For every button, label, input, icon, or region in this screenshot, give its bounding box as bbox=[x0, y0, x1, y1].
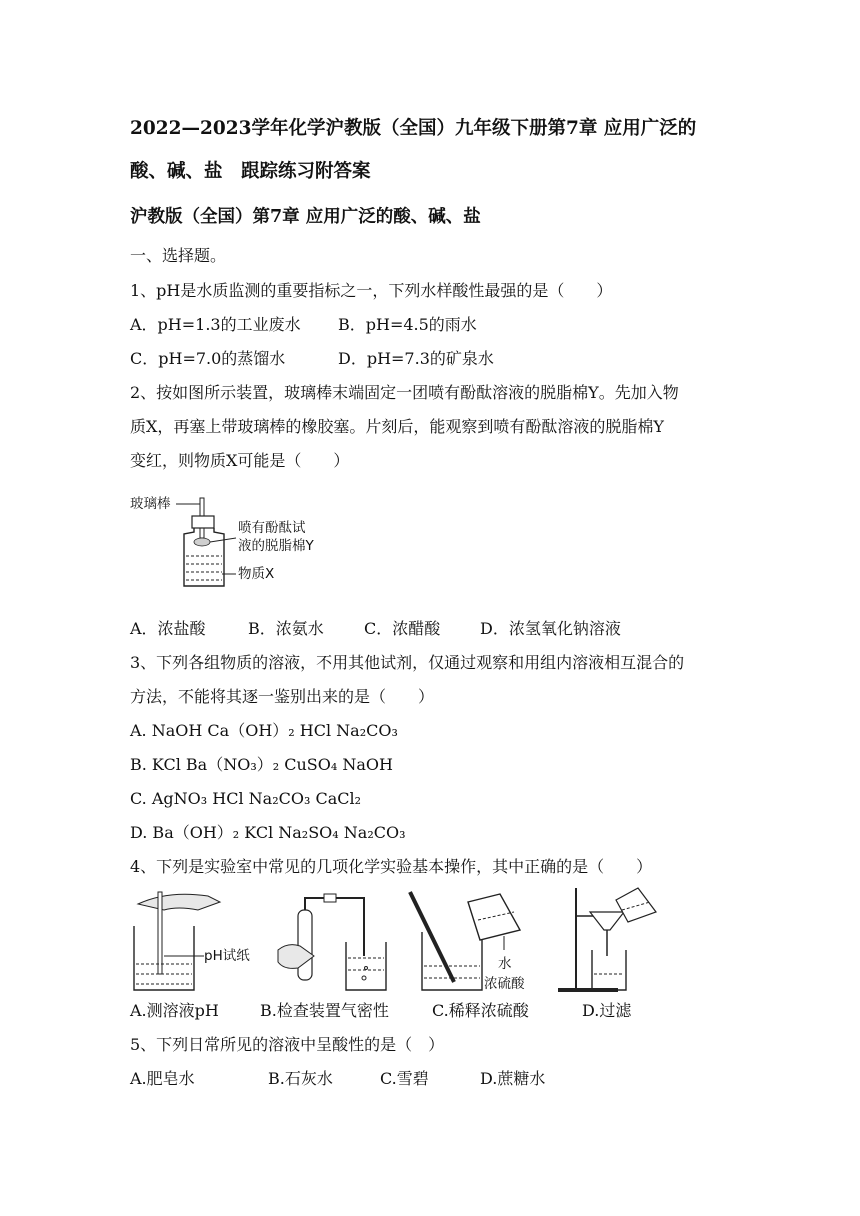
doc-subtitle: 沪教版（全国）第7章 应用广泛的酸、碱、盐 bbox=[130, 207, 481, 227]
q4-option-c: C.稀释浓硫酸 bbox=[432, 1001, 529, 1020]
fig-x-label: 物质X bbox=[238, 566, 275, 582]
fig-cotton-label-2: 液的脱脂棉Y bbox=[238, 538, 314, 554]
doc-title-line2: 酸、碱、盐 跟踪练习附答案 bbox=[130, 161, 371, 182]
figure-a-ph-test bbox=[134, 892, 250, 990]
pouring-beaker bbox=[616, 888, 656, 922]
q1-stem: 1、pH是水质监测的重要指标之一，下列水样酸性最强的是（ ） bbox=[130, 281, 613, 300]
q2-stem-line1: 2、按如图所示装置，玻璃棒末端固定一团喷有酚酞溶液的脱脂棉Y。先加入物 bbox=[130, 383, 679, 402]
glass-rod bbox=[158, 892, 162, 974]
q3-option-a: A. NaOH Ca（OH）₂ HCl Na₂CO₃ bbox=[130, 721, 398, 740]
q3-stem-line1: 3、下列各组物质的溶液，不用其他试剂，仅通过观察和用组内溶液相互混合的 bbox=[130, 653, 685, 672]
beaker bbox=[134, 926, 194, 990]
test-tube bbox=[298, 910, 312, 980]
q5-option-b: B.石灰水 bbox=[268, 1069, 333, 1088]
q5-option-a: A.肥皂水 bbox=[130, 1069, 195, 1088]
glass-rod bbox=[410, 892, 454, 982]
q2-apparatus-figure bbox=[128, 494, 368, 594]
fig-ph-paper-label: pH试纸 bbox=[204, 948, 250, 964]
q2-option-a: A．浓盐酸 bbox=[130, 619, 206, 638]
pouring-beaker bbox=[468, 894, 520, 940]
figure-d-filtration bbox=[558, 888, 656, 992]
cotton-ball bbox=[194, 538, 210, 546]
receiving-beaker bbox=[592, 950, 626, 990]
q5-option-d: D.蔗糖水 bbox=[480, 1069, 546, 1088]
q3-stem-line2: 方法，不能将其逐一鉴别出来的是（ ） bbox=[130, 687, 435, 706]
q1-option-b: B．pH=4.5的雨水 bbox=[338, 315, 477, 334]
q2-option-c: C．浓醋酸 bbox=[364, 619, 441, 638]
delivery-tube bbox=[305, 898, 364, 956]
fig-water-label: 水 bbox=[498, 956, 512, 972]
q4-option-d: D.过滤 bbox=[582, 1001, 632, 1020]
tube-connector bbox=[324, 894, 336, 902]
q3-option-b: B. KCl Ba（NO₃）₂ CuSO₄ NaOH bbox=[130, 755, 393, 774]
q2-option-b: B．浓氨水 bbox=[248, 619, 324, 638]
q5-option-c: C.雪碧 bbox=[380, 1069, 429, 1088]
q5-stem: 5、下列日常所见的溶液中呈酸性的是（ ） bbox=[130, 1035, 445, 1054]
q3-option-d: D. Ba（OH）₂ KCl Na₂SO₄ Na₂CO₃ bbox=[130, 823, 406, 842]
rubber-stopper bbox=[192, 516, 214, 528]
funnel bbox=[590, 912, 624, 930]
section-heading: 一、选择题。 bbox=[130, 246, 227, 265]
q4-option-b: B.检查装置气密性 bbox=[260, 1001, 389, 1020]
bubble bbox=[365, 967, 368, 970]
figure-b-airtight-check bbox=[278, 894, 386, 990]
q3-option-c: C. AgNO₃ HCl Na₂CO₃ CaCl₂ bbox=[130, 789, 362, 808]
doc-title-line1: 2022—2023学年化学沪教版（全国）九年级下册第7章 应用广泛的 bbox=[130, 118, 697, 139]
figure-c-dilution bbox=[410, 892, 525, 992]
fig-acid-label: 浓硫酸 bbox=[484, 976, 525, 992]
fig-rod-label: 玻璃棒 bbox=[130, 496, 171, 512]
hand-icon bbox=[138, 894, 220, 910]
q4-stem: 4、下列是实验室中常见的几项化学实验基本操作，其中正确的是（ ） bbox=[130, 857, 653, 876]
cotton-leader-line bbox=[210, 538, 236, 542]
q1-option-d: D．pH=7.3的矿泉水 bbox=[338, 349, 494, 368]
q1-option-a: A．pH=1.3的工业废水 bbox=[130, 315, 301, 334]
fig-cotton-label-1: 喷有酚酞试 bbox=[238, 520, 306, 536]
q1-option-c: C．pH=7.0的蒸馏水 bbox=[130, 349, 286, 368]
q2-stem-line2: 质X，再塞上带玻璃棒的橡胶塞。片刻后，能观察到喷有酚酞溶液的脱脂棉Y bbox=[130, 417, 664, 436]
q4-operations-figure bbox=[128, 886, 668, 998]
bubble bbox=[362, 976, 366, 980]
q4-option-a: A.测溶液pH bbox=[130, 1001, 219, 1020]
q2-stem-line3: 变红，则物质X可能是（ ） bbox=[130, 451, 350, 470]
q2-option-d: D．浓氢氧化钠溶液 bbox=[480, 619, 621, 638]
